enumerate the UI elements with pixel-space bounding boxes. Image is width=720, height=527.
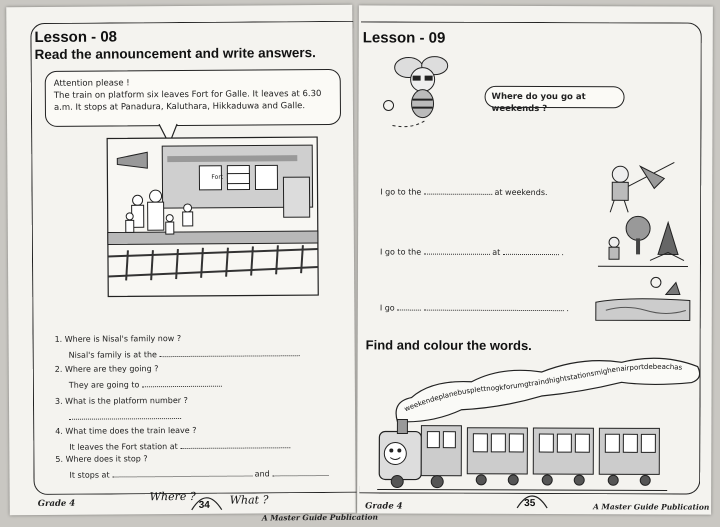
answer-5-text: It stops at xyxy=(69,470,110,480)
weekend-question-bubble: Where do you go at weekends ? xyxy=(485,86,625,108)
fill-line-2-suffix: . xyxy=(561,248,564,258)
page-number-34: 34 xyxy=(198,499,210,511)
fill-line-3-prefix: I go xyxy=(379,303,395,313)
footer-where: Where ? xyxy=(149,489,196,504)
question-5: 5. Where does it stop ? xyxy=(55,454,148,464)
bee-character-illustration xyxy=(382,49,462,129)
answer-1-text: Nisal's family is at the xyxy=(68,350,157,360)
fill-line-1-suffix: at weekends. xyxy=(494,187,548,198)
beach-illustration xyxy=(596,274,690,320)
fill-line-2 xyxy=(380,245,564,257)
publisher-right: A Master Guide Publication xyxy=(593,502,710,512)
instruction-heading: Read the announcement and write answers. xyxy=(34,45,316,63)
fill-line-1 xyxy=(380,185,547,197)
fill-line-1-prefix: I go to the xyxy=(380,187,422,197)
question-2: 2. Where are they going ? xyxy=(54,364,159,374)
fill-line-2-prefix: I go to the xyxy=(380,247,422,257)
find-and-colour-heading: Find and colour the words. xyxy=(365,337,532,353)
station-sign-text: Fort xyxy=(211,173,224,181)
answer-1-line[interactable] xyxy=(159,347,299,357)
fill-line-3-blank-1[interactable] xyxy=(397,302,421,311)
boy-fishing-illustration xyxy=(594,158,686,214)
right-page xyxy=(357,5,713,514)
fill-line-3-blank-2[interactable] xyxy=(424,302,564,311)
answer-2-prompt xyxy=(69,378,222,390)
fill-line-2-blank-2[interactable] xyxy=(503,246,559,255)
announcement-bubble xyxy=(45,69,341,127)
answer-4-prompt xyxy=(69,439,290,452)
answer-5-line-2[interactable] xyxy=(272,467,328,476)
smoke-letters[interactable]: weekendeplanebusplettnogkforumgtraindhightstationsmighenairportdebeachas xyxy=(403,362,683,414)
answer-3-prompt xyxy=(69,410,181,422)
grade-label: Grade 4 xyxy=(37,498,76,510)
grade-label-right: Grade 4 xyxy=(365,501,403,512)
answer-1-prompt xyxy=(69,347,300,360)
left-page xyxy=(6,5,379,523)
answer-4-line[interactable] xyxy=(180,439,290,449)
lesson-09-title: Lesson - 09 xyxy=(362,29,446,47)
fill-line-2-middle: at xyxy=(492,247,501,257)
footer-what: What ? xyxy=(229,493,269,507)
announcement-body: The train on platform six leaves Fort for Galle. It leaves at 6.30 a.m. It stops at Panadura, Kaluthara, Hikkaduwa and Galle. xyxy=(53,89,322,113)
fill-line-3 xyxy=(380,301,569,313)
answer-2-text: They are going to xyxy=(68,380,140,390)
question-4: 4. What time does the train leave ? xyxy=(55,425,197,436)
and-word: and xyxy=(254,469,270,479)
publisher-left: A Master Guide Publication xyxy=(261,512,379,523)
page-number-35: 35 xyxy=(524,497,536,510)
steam-train-illustration xyxy=(377,417,667,494)
answer-5-prompt xyxy=(69,467,328,480)
fill-line-2-blank-1[interactable] xyxy=(424,246,490,255)
answer-2-line[interactable] xyxy=(142,378,222,388)
answer-5-line-1[interactable] xyxy=(112,468,252,478)
park-illustration xyxy=(598,214,688,272)
question-3: 3. What is the platform number ? xyxy=(54,395,188,406)
fill-line-3-suffix: . xyxy=(566,304,569,314)
lesson-08-title: Lesson - 08 xyxy=(34,28,118,47)
answer-3-line[interactable] xyxy=(69,410,181,420)
answer-4-text: It leaves the Fort station at xyxy=(69,442,178,452)
fill-line-1-blank[interactable] xyxy=(424,186,492,195)
announcement-heading: Attention please ! xyxy=(53,78,130,89)
railway-station-illustration xyxy=(107,137,318,296)
question-1: 1. Where is Nisal's family now ? xyxy=(54,334,182,344)
